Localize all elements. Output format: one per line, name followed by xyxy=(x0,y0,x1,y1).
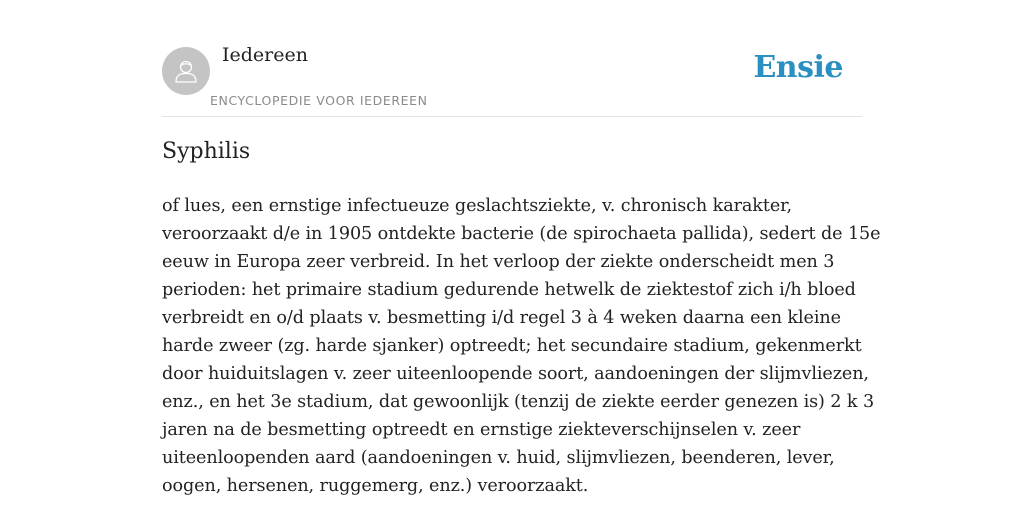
user-avatar-icon[interactable] xyxy=(162,47,210,95)
author-name[interactable]: Iedereen xyxy=(222,44,308,66)
article-line: harde zweer (zg. harde sjanker) optreedt; het secundaire stadium, gekenmerkt xyxy=(162,336,862,356)
article-line: enz., en het 3e stadium, dat gewoonlijk (tenzij de ziekte eerder genezen is) 2 k 3 xyxy=(162,392,875,412)
article-title: Syphilis xyxy=(162,139,251,164)
ensie-logo[interactable]: Ensie xyxy=(753,50,843,85)
tagline: ENCYCLOPEDIE VOOR IEDEREEN xyxy=(210,93,428,108)
article-line: veroorzaakt d/e in 1905 ontdekte bacterie (de spirochaeta pallida), sedert de 15e xyxy=(162,224,881,244)
article-line: verbreidt en o/d plaats v. besmetting i/d regel 3 à 4 weken daarna een kleine xyxy=(162,308,841,328)
article-body xyxy=(162,192,881,500)
article-line: of lues, een ernstige infectueuze geslachtsziekte, v. chronisch karakter, xyxy=(162,196,793,216)
article-line: uiteenloopenden aard (aandoeningen v. huid, slijmvliezen, beenderen, lever, xyxy=(162,448,835,468)
article-line: jaren na de besmetting optreedt en ernstige ziekteverschijnselen v. zeer xyxy=(162,420,801,440)
article-line: perioden: het primaire stadium gedurende hetwelk de ziektestof zich i/h bloed xyxy=(162,280,856,300)
header xyxy=(162,0,862,117)
article-line: door huiduitslagen v. zeer uiteenloopende soort, aandoeningen der slijmvliezen, xyxy=(162,364,869,384)
article-line: oogen, hersenen, ruggemerg, enz.) veroorzaakt. xyxy=(162,476,589,496)
article-line: eeuw in Europa zeer verbreid. In het verloop der ziekte onderscheidt men 3 xyxy=(162,252,835,272)
